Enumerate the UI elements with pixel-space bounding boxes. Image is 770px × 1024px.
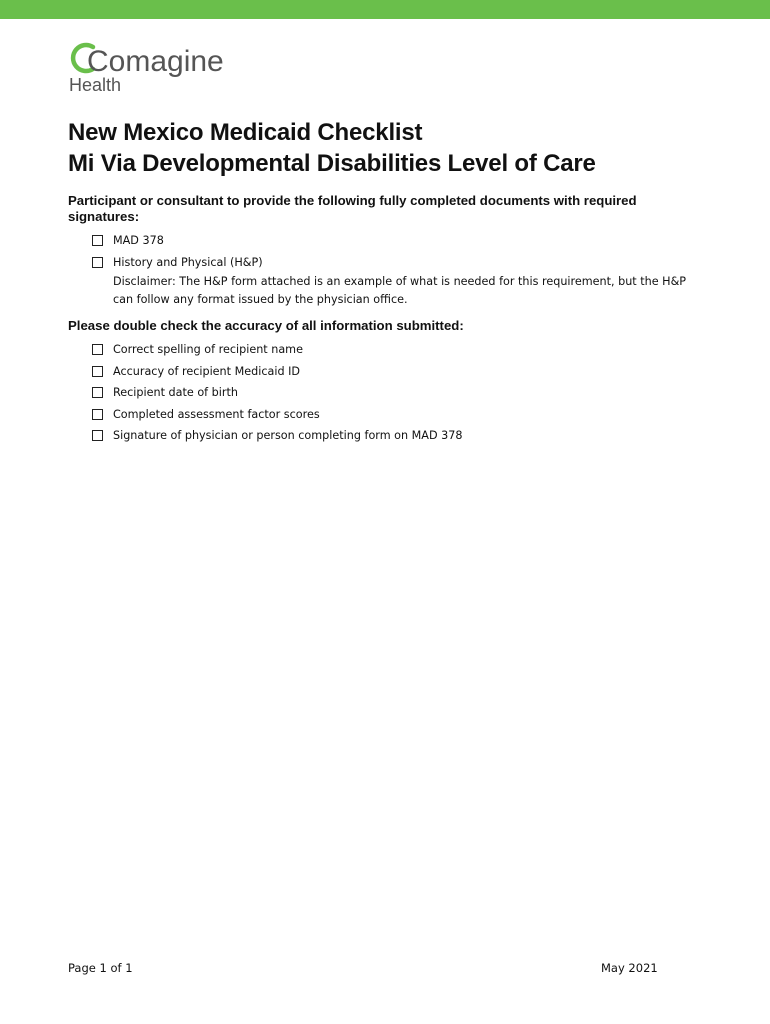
disclaimer-line-1: Disclaimer: The H&P form attached is an example of what is needed for this requirement, but the H&P (113, 275, 687, 288)
required-documents-list (92, 230, 686, 308)
list-item (92, 382, 462, 404)
logo-subname: Health (69, 75, 122, 95)
item-label: MAD 378 (113, 234, 164, 247)
checkbox[interactable] (92, 387, 103, 398)
section-heading-accuracy: Please double check the accuracy of all information submitted: (68, 318, 464, 333)
item-label: Signature of physician or person completing form on MAD 378 (113, 429, 463, 442)
checkbox[interactable] (92, 430, 103, 441)
logo-wordmark: Comagine (87, 45, 224, 78)
list-item (92, 339, 462, 361)
item-label: Completed assessment factor scores (113, 407, 320, 421)
section-heading-documents: Participant or consultant to provide the following fully completed documents with required signatures: (68, 193, 637, 224)
accuracy-checklist (92, 339, 462, 447)
checkbox[interactable] (92, 257, 103, 268)
list-item (92, 425, 462, 447)
item-label: History and Physical (H&P) (113, 255, 263, 269)
checkbox[interactable] (92, 409, 103, 420)
title-line-1: New Mexico Medicaid Checklist (68, 119, 423, 146)
comagine-health-logo (68, 40, 228, 96)
footer-date: May 2021 (601, 961, 658, 975)
disclaimer-line-2: can follow any format issued by the physician office. (113, 292, 408, 306)
item-label: Accuracy of recipient Medicaid ID (113, 364, 301, 378)
list-item (92, 230, 686, 252)
item-label: Correct spelling of recipient name (113, 343, 303, 356)
item-label: Recipient date of birth (113, 386, 238, 399)
checkbox[interactable] (92, 366, 103, 377)
title-line-2: Mi Via Developmental Disabilities Level of Care (68, 150, 596, 177)
logo-graphic (68, 40, 228, 96)
checkbox[interactable] (92, 235, 103, 246)
brand-top-bar (0, 0, 770, 19)
checkbox[interactable] (92, 344, 103, 355)
list-item (92, 252, 686, 309)
page-title (68, 117, 596, 179)
list-item (92, 404, 462, 426)
list-item (92, 361, 462, 383)
page-number: Page 1 of 1 (68, 961, 133, 975)
